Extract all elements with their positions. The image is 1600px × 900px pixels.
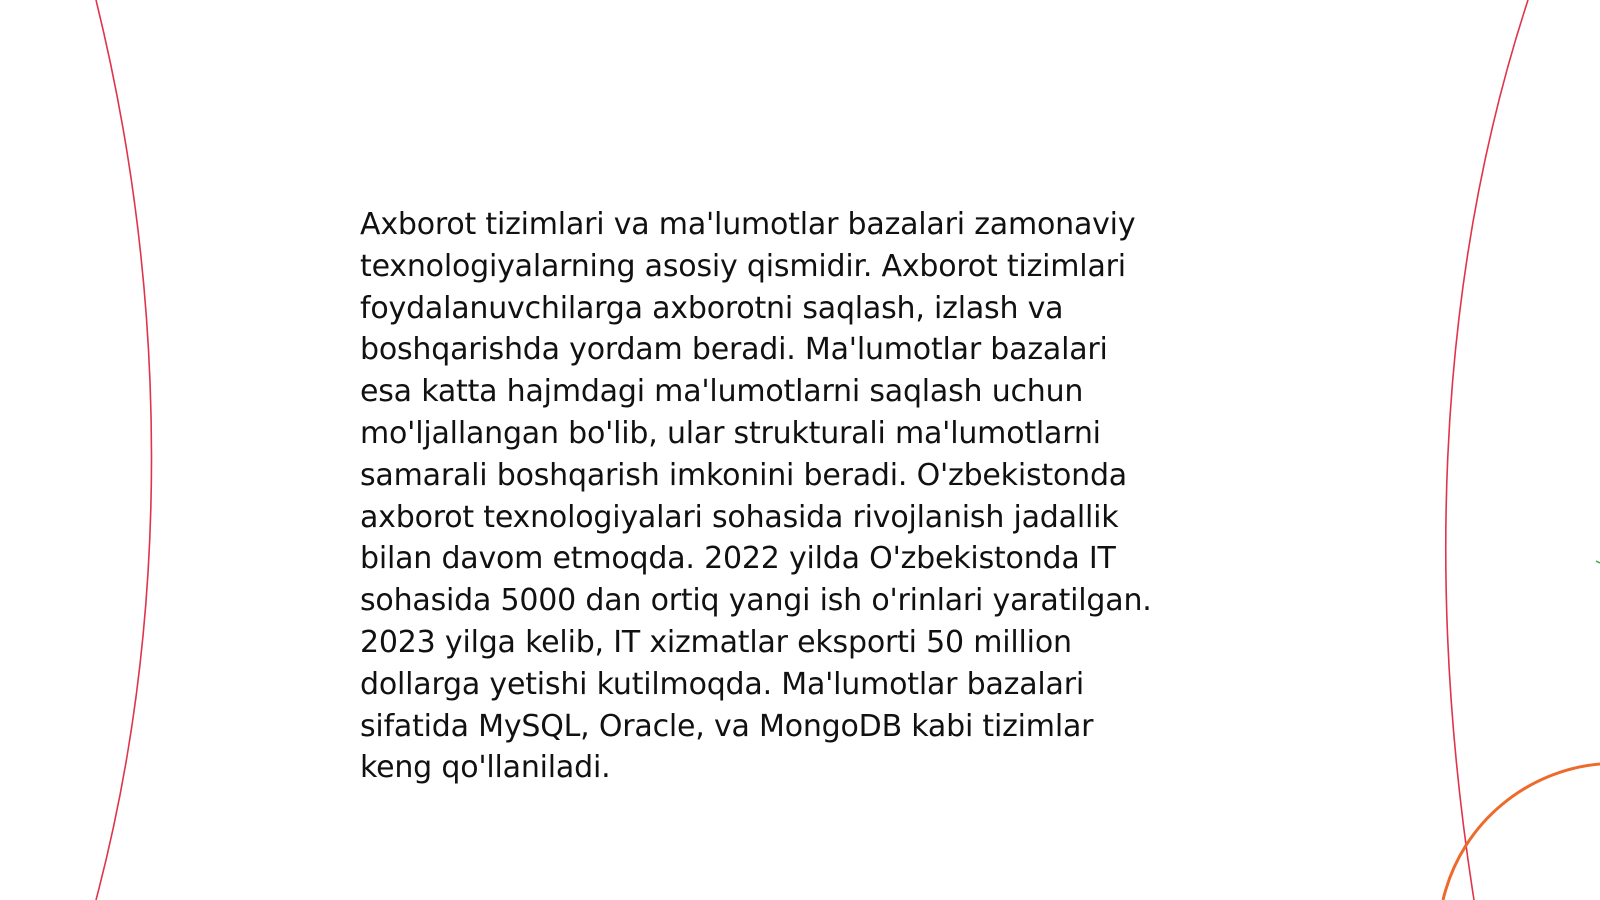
paragraph-line: Axborot tizimlari va ma'lumotlar bazalari zamonaviy	[360, 207, 1136, 242]
paragraph-line: 2023 yilga kelib, IT xizmatlar eksporti 50 million	[360, 624, 1072, 660]
paragraph-line: mo'ljallangan bo'lib, ular strukturali ma'lumotlarni	[360, 415, 1101, 451]
green-decor-tick	[1596, 561, 1600, 563]
paragraph-line: axborot texnologiyalari sohasida rivojlanish jadallik	[360, 499, 1119, 535]
right-decor-curve	[1446, 0, 1528, 900]
body-paragraph	[360, 204, 1230, 789]
orange-decor-arc	[1443, 764, 1600, 900]
paragraph-line: dollarga yetishi kutilmoqda. Ma'lumotlar bazalari	[360, 666, 1084, 702]
paragraph-line: texnologiyalarning asosiy qismidir. Axborot tizimlari	[360, 248, 1126, 284]
left-decor-curve	[96, 0, 152, 900]
paragraph-line: bilan davom etmoqda. 2022 yilda O'zbekistonda IT	[360, 541, 1116, 577]
paragraph-line: sifatida MySQL, Oracle, va MongoDB kabi tizimlar	[360, 708, 1094, 744]
paragraph-line: foydalanuvchilarga axborotni saqlash, izlash va	[360, 290, 1064, 326]
paragraph-line: esa katta hajmdagi ma'lumotlarni saqlash uchun	[360, 374, 1084, 410]
paragraph-line: samarali boshqarish imkonini beradi. O'zbekistonda	[360, 457, 1127, 493]
paragraph-line: sohasida 5000 dan ortiq yangi ish o'rinlari yaratilgan.	[360, 583, 1152, 619]
paragraph-line: keng qo'llaniladi.	[360, 750, 611, 786]
paragraph-line: boshqarishda yordam beradi. Ma'lumotlar bazalari	[360, 332, 1108, 368]
